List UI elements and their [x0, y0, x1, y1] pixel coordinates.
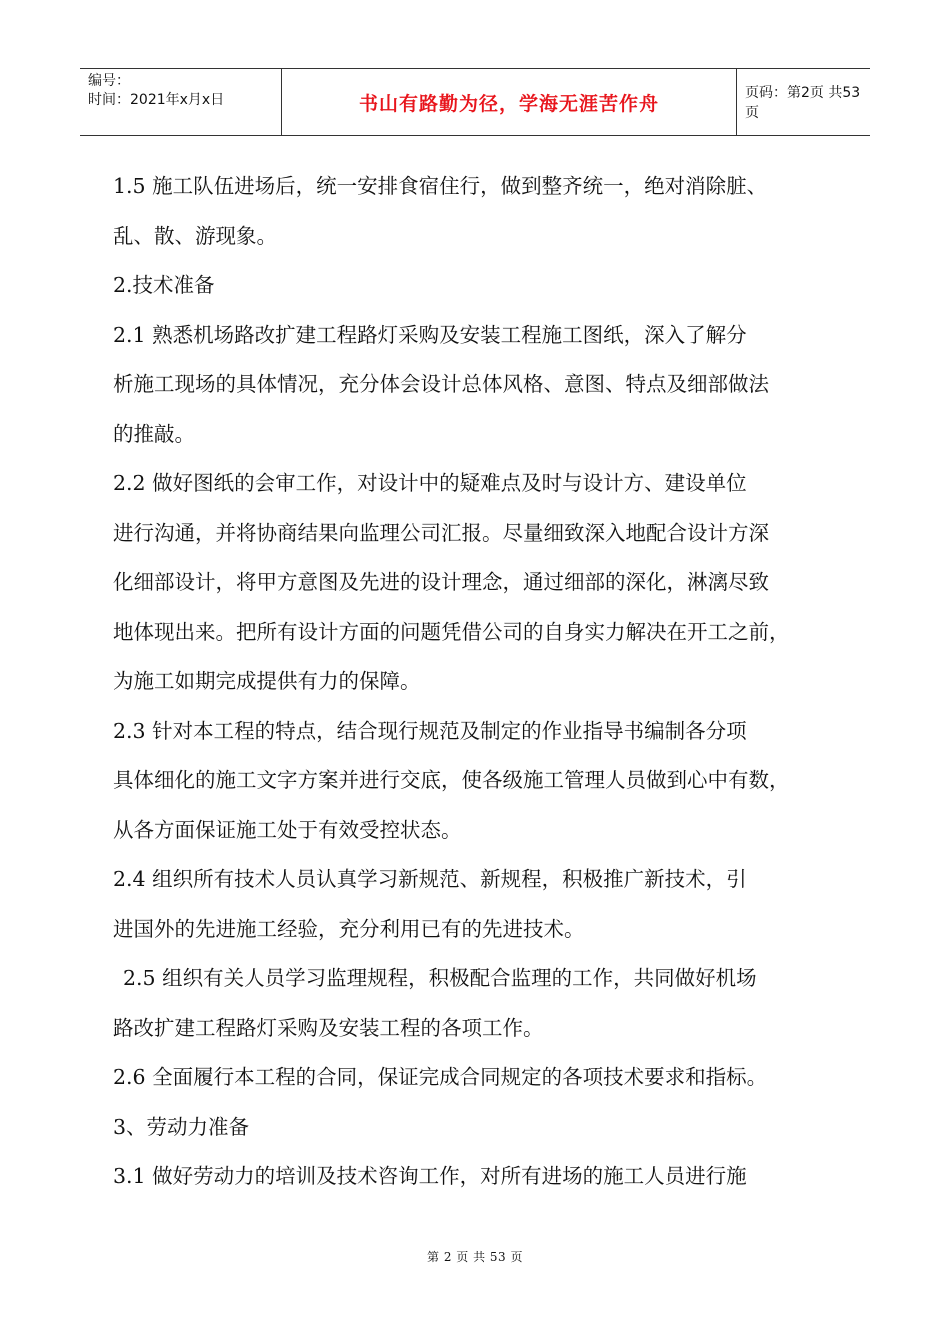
- section-heading: 3、劳动力准备: [113, 1114, 250, 1139]
- text-line: 2.4 组织所有技术人员认真学习新规范、新规程，积极推广新技术，引: [113, 867, 747, 891]
- text-line: 为施工如期完成提供有力的保障。: [113, 669, 421, 693]
- text-line: 化细部设计，将甲方意图及先进的设计理念，通过细部的深化，淋漓尽致: [113, 570, 769, 594]
- document-body: [113, 162, 843, 1202]
- text-line: 1.5 施工队伍进场后，统一安排食宿住行，做到整齐统一，绝对消除脏、: [113, 174, 768, 198]
- text-line: 2.5 组织有关人员学习监理规程，积极配合监理的工作，共同做好机场: [123, 966, 757, 990]
- text-line: 2.2 做好图纸的会审工作，对设计中的疑难点及时与设计方、建设单位: [113, 471, 747, 495]
- page-header: [80, 68, 870, 136]
- text-line: 3.1 做好劳动力的培训及技术咨询工作，对所有进场的施工人员进行施: [113, 1164, 747, 1188]
- text-line: 从各方面保证施工处于有效受控状态。: [113, 817, 462, 842]
- text-line: 路改扩建工程路灯采购及安装工程的各项工作。: [113, 1015, 544, 1040]
- text-line: 地体现出来。把所有设计方面的问题凭借公司的自身实力解决在开工之前，: [113, 619, 790, 644]
- header-meta: [80, 69, 282, 135]
- header-motto: 书山有路勤为径，学海无涯苦作舟: [282, 69, 737, 135]
- header-page-info: 页码：第2页 共53页: [745, 85, 861, 121]
- document-date: 时间：2021年x月x日: [88, 92, 225, 108]
- document-number-label: 编号：: [88, 73, 130, 89]
- text-line: 2.6 全面履行本工程的合同，保证完成合同规定的各项技术要求和指标。: [113, 1065, 768, 1089]
- text-line: 乱、散、游现象。: [113, 223, 277, 248]
- text-line: 进行沟通，并将协商结果向监理公司汇报。尽量细致深入地配合设计方深: [113, 520, 769, 545]
- text-line: 的推敲。: [113, 421, 195, 446]
- page-footer: 第 2 页 共 53 页: [427, 1250, 523, 1264]
- text-line: 析施工现场的具体情况，充分体会设计总体风格、意图、特点及细部做法: [113, 372, 769, 396]
- text-line: 2.3 针对本工程的特点，结合现行规范及制定的作业指导书编制各分项: [113, 718, 747, 743]
- text-line: 进国外的先进施工经验，充分利用已有的先进技术。: [113, 916, 585, 941]
- text-line: 具体细化的施工文字方案并进行交底，使各级施工管理人员做到心中有数，: [113, 768, 790, 792]
- section-heading: 2.技术准备: [113, 273, 215, 297]
- text-line: 2.1 熟悉机场路改扩建工程路灯采购及安装工程施工图纸，深入了解分: [113, 322, 747, 347]
